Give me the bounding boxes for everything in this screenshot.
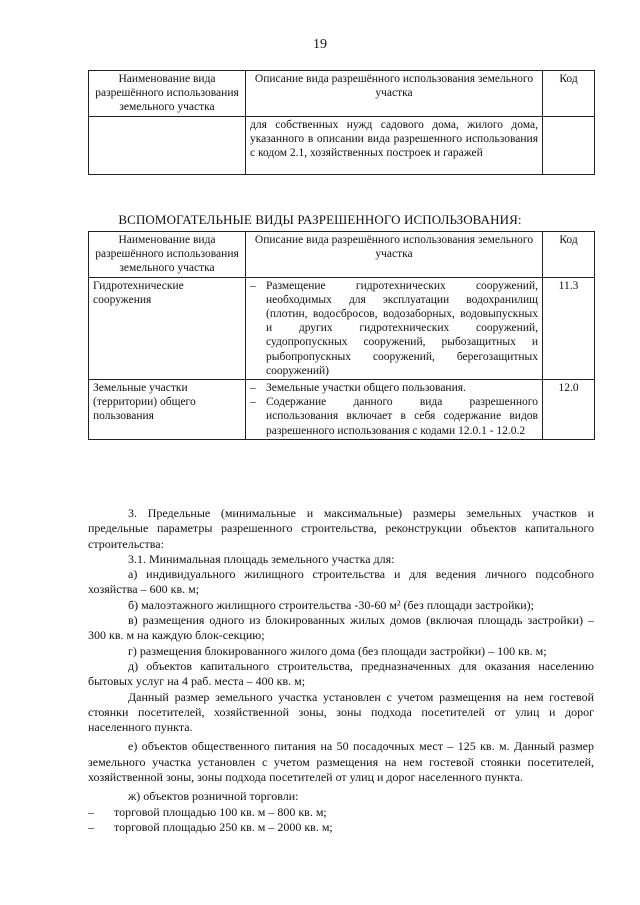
retail-item: – торговой площадью 100 кв. м – 800 кв. м; xyxy=(88,804,327,819)
item-a: а) индивидуального жилищного строительства и для ведения личного подсобного хозяйства – 600 кв. м; xyxy=(88,567,594,597)
description-cell xyxy=(246,277,543,379)
item-zh: ж) объектов розничной торговли: xyxy=(128,789,299,804)
section-title: ВСПОМОГАТЕЛЬНЫЕ ВИДЫ РАЗРЕШЕННОГО ИСПОЛЬЗОВАНИЯ: xyxy=(118,212,522,227)
list-item: – Размещение гидротехнических сооружений, необходимых для эксплуатации водохранилищ (плотин, водосбросов, водозаборных, водовыпускных и других гидротехнических сооружений, судопропускных сооружений, рыбозащитных и рыбопропускных сооружений, берегозащитных сооружений) xyxy=(250,279,538,377)
table-header-row xyxy=(89,71,595,117)
item-d: д) объектов капитального строительства, предназначенных для оказания населению бытовых услуг на 4 раб. места – 400 кв. м; xyxy=(88,658,594,689)
code-cell: 12.0 xyxy=(543,380,595,440)
header-description-cell: Описание вида разрешённого использования земельного участка xyxy=(246,71,543,117)
land-use-table-continuation xyxy=(88,70,595,175)
code-cell: 11.3 xyxy=(543,277,595,379)
list-item: – Земельные участки общего пользования. xyxy=(250,382,466,395)
table-row xyxy=(89,116,595,174)
item-g: г) размещения блокированного жилого дома (без площади застройки) – 100 кв. м; xyxy=(128,643,547,658)
header-code-cell: Код xyxy=(543,71,595,117)
retail-item: – торговой площадью 250 кв. м – 2000 кв. м; xyxy=(88,819,333,834)
list-item: – Содержание данного вида разрешенного использования включает в себя содержание видов разрешенного использования с кодами 12.0.1 - 12.0.2 xyxy=(250,396,538,437)
name-cell xyxy=(89,116,246,174)
item-v: в) размещения одного из блокированных жилых домов (включая площадь застройки) – 300 кв. м на каждую блок-секцию; xyxy=(88,613,594,643)
table-row xyxy=(89,277,595,379)
header-code-cell: Код xyxy=(543,232,595,278)
header-name-cell: Наименование вида разрешённого использования земельного участка xyxy=(89,232,246,278)
paragraph-min-area: 3.1. Минимальная площадь земельного участка для: xyxy=(128,551,395,566)
item-e: е) объектов общественного питания на 50 посадочных мест – 125 кв. м. Данный размер земельного участка установлен с учетом размещения на нем гостевой стоянки посетителей, хозяйственной зоны, зоны подхода посетителей от улиц и дорог населенного пункта. xyxy=(88,739,594,785)
table-row xyxy=(89,380,595,440)
item-d-note: Данный размер земельного участка установлен с учетом размещения на нем гостевой стоянки посетителей, хозяйственной зоны, зоны подхода посетителей от улиц и дорог населенного пункта. xyxy=(88,689,594,735)
header-description-cell: Описание вида разрешённого использования земельного участка xyxy=(246,232,543,278)
name-cell: Земельные участки (территории) общего пользования xyxy=(89,380,246,440)
document-body xyxy=(88,506,594,835)
code-cell xyxy=(543,116,595,174)
header-name-cell: Наименование вида разрешённого использования земельного участка xyxy=(89,71,246,117)
paragraph-limits: 3. Предельные (минимальные и максимальные) размеры земельных участков и предельные параметры разрешенного строительства, реконструкции объектов капитального строительства: xyxy=(88,506,594,551)
auxiliary-land-use-table xyxy=(88,231,595,440)
page-number: 19 xyxy=(313,37,327,52)
table-header-row xyxy=(89,232,595,278)
name-cell: Гидротехнические сооружения xyxy=(89,277,246,379)
item-b: б) малоэтажного жилищного строительства -30-60 м² (без площади застройки); xyxy=(128,597,534,612)
description-cell xyxy=(246,380,543,440)
description-cell: для собственных нужд садового дома, жилого дома, указанного в описании вида разрешенного использования с кодом 2.1, хозяйственных построек и гаражей xyxy=(246,116,543,174)
